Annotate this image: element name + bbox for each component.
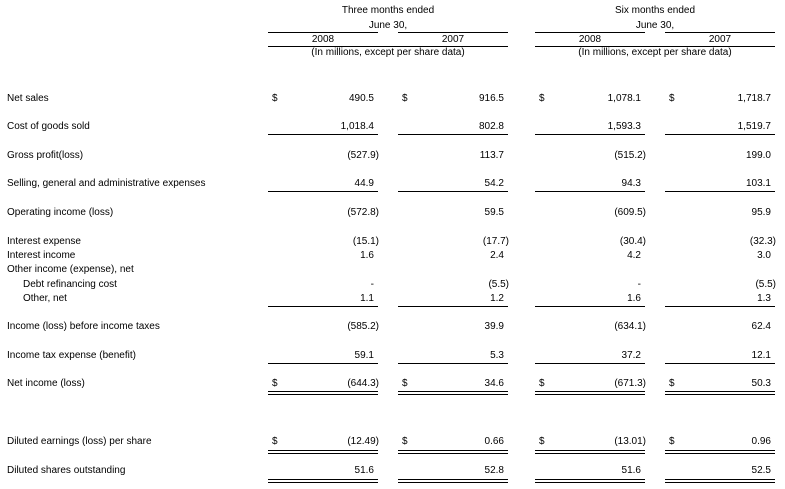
year-column-d: 2007 xyxy=(708,34,732,45)
cell-interest-expense-3m-2007: (17.7) xyxy=(482,236,509,247)
subtotal-rule xyxy=(535,191,645,192)
cell-cogs-3m-2008: 1,018.4 xyxy=(340,121,374,132)
total-double-rule xyxy=(665,453,775,454)
total-double-rule xyxy=(665,450,775,451)
row-label-other-income: Other income (expense), net xyxy=(7,264,134,275)
cell-operating-income-6m-2007: 95.9 xyxy=(751,207,771,218)
cell-gross-profit-3m-2008: (527.9) xyxy=(347,150,379,161)
cell-sga-6m-2007: 103.1 xyxy=(745,178,771,189)
cell-debt-refinancing-6m-2008: - xyxy=(637,279,641,290)
row-label-sga: Selling, general and administrative expenses xyxy=(7,178,206,189)
subtotal-rule xyxy=(268,191,378,192)
cell-income-tax-6m-2008: 37.2 xyxy=(621,350,641,361)
cell-interest-income-6m-2007: 3.0 xyxy=(757,250,771,261)
subtotal-rule xyxy=(398,191,508,192)
subtotal-rule xyxy=(665,134,775,135)
cell-net-income-6m-2007: 50.3 xyxy=(751,378,771,389)
three-months-date: June 30, xyxy=(368,20,408,31)
cell-other-net-3m-2007: 1.2 xyxy=(490,293,504,304)
row-label-operating-income: Operating income (loss) xyxy=(7,207,114,218)
cell-sga-6m-2008: 94.3 xyxy=(621,178,641,189)
total-double-rule xyxy=(535,450,645,451)
total-double-rule xyxy=(398,453,508,454)
year-column-a: 2008 xyxy=(311,34,335,45)
cell-operating-income-3m-2008: (572.8) xyxy=(347,207,379,218)
cell-pretax-6m-2007: 62.4 xyxy=(751,321,771,332)
cell-debt-refinancing-3m-2008: - xyxy=(370,279,374,290)
cell-diluted-eps-6m-2007: 0.96 xyxy=(751,436,771,447)
unit-note-six-months: (In millions, except per share data) xyxy=(578,47,732,58)
dollar-sign: $ xyxy=(669,93,675,104)
total-double-rule xyxy=(535,453,645,454)
cell-interest-income-3m-2007: 2.4 xyxy=(490,250,504,261)
subtotal-rule xyxy=(665,191,775,192)
cell-net-income-3m-2007: 34.6 xyxy=(484,378,504,389)
dollar-sign: $ xyxy=(272,93,278,104)
cell-gross-profit-6m-2008: (515.2) xyxy=(614,150,646,161)
three-months-header: Three months ended xyxy=(341,5,435,16)
cell-cogs-6m-2007: 1,519.7 xyxy=(737,121,771,132)
total-double-rule xyxy=(268,479,378,480)
row-label-cogs: Cost of goods sold xyxy=(7,121,90,132)
dollar-sign: $ xyxy=(539,378,545,389)
cell-net-income-6m-2008: (671.3) xyxy=(614,378,646,389)
cell-diluted-shares-6m-2008: 51.6 xyxy=(621,465,641,476)
cell-interest-income-6m-2008: 4.2 xyxy=(627,250,641,261)
total-double-rule xyxy=(665,391,775,392)
total-double-rule xyxy=(665,394,775,395)
total-double-rule xyxy=(665,479,775,480)
row-label-net-income: Net income (loss) xyxy=(7,378,85,389)
cell-diluted-eps-3m-2007: 0.66 xyxy=(484,436,504,447)
row-label-interest-expense: Interest expense xyxy=(7,236,81,247)
header-rule-a xyxy=(268,32,378,33)
total-double-rule xyxy=(398,482,508,483)
row-label-net-sales: Net sales xyxy=(7,93,49,104)
total-double-rule xyxy=(535,482,645,483)
cell-interest-expense-3m-2008: (15.1) xyxy=(352,236,379,247)
header-rule-c xyxy=(535,32,645,33)
cell-diluted-shares-3m-2008: 51.6 xyxy=(354,465,374,476)
header-rule-d xyxy=(665,32,775,33)
row-label-gross-profit: Gross profit(loss) xyxy=(7,150,84,161)
subtotal-rule xyxy=(535,306,645,307)
cell-other-net-6m-2008: 1.6 xyxy=(627,293,641,304)
subtotal-rule xyxy=(535,363,645,364)
subtotal-rule xyxy=(535,134,645,135)
subtotal-rule xyxy=(268,363,378,364)
header-rule-b xyxy=(398,32,508,33)
total-double-rule xyxy=(268,482,378,483)
cell-operating-income-6m-2008: (609.5) xyxy=(614,207,646,218)
cell-debt-refinancing-3m-2007: (5.5) xyxy=(488,279,509,290)
row-label-debt-refinancing: Debt refinancing cost xyxy=(23,279,117,290)
cell-net-sales-3m-2008: 490.5 xyxy=(348,93,374,104)
cell-income-tax-3m-2007: 5.3 xyxy=(490,350,504,361)
dollar-sign: $ xyxy=(402,378,408,389)
total-double-rule xyxy=(268,391,378,392)
total-double-rule xyxy=(535,391,645,392)
row-label-interest-income: Interest income xyxy=(7,250,76,261)
row-label-diluted-shares: Diluted shares outstanding xyxy=(7,465,126,476)
total-double-rule xyxy=(535,479,645,480)
cell-pretax-3m-2007: 39.9 xyxy=(484,321,504,332)
total-double-rule xyxy=(398,394,508,395)
cell-interest-expense-6m-2008: (30.4) xyxy=(619,236,646,247)
total-double-rule xyxy=(268,394,378,395)
cell-diluted-eps-3m-2008: (12.49) xyxy=(347,436,379,447)
dollar-sign: $ xyxy=(402,93,408,104)
row-label-income-tax: Income tax expense (benefit) xyxy=(7,350,136,361)
unit-note-three-months: (In millions, except per share data) xyxy=(311,47,465,58)
cell-other-net-6m-2007: 1.3 xyxy=(757,293,771,304)
year-column-b: 2007 xyxy=(441,34,465,45)
cell-operating-income-3m-2007: 59.5 xyxy=(484,207,504,218)
dollar-sign: $ xyxy=(539,93,545,104)
cell-sga-3m-2008: 44.9 xyxy=(354,178,374,189)
dollar-sign: $ xyxy=(272,378,278,389)
cell-income-tax-3m-2008: 59.1 xyxy=(354,350,374,361)
total-double-rule xyxy=(535,394,645,395)
cell-cogs-6m-2008: 1,593.3 xyxy=(607,121,641,132)
total-double-rule xyxy=(665,482,775,483)
subtotal-rule xyxy=(398,363,508,364)
dollar-sign: $ xyxy=(669,378,675,389)
cell-gross-profit-3m-2007: 113.7 xyxy=(479,150,504,161)
six-months-date: June 30, xyxy=(635,20,675,31)
cell-income-tax-6m-2007: 12.1 xyxy=(751,350,771,361)
dollar-sign: $ xyxy=(669,436,675,447)
cell-net-sales-6m-2007: 1,718.7 xyxy=(737,93,771,104)
dollar-sign: $ xyxy=(402,436,408,447)
cell-diluted-eps-6m-2008: (13.01) xyxy=(614,436,646,447)
cell-diluted-shares-3m-2007: 52.8 xyxy=(484,465,504,476)
subtotal-rule xyxy=(665,306,775,307)
cell-cogs-3m-2007: 802.8 xyxy=(478,121,504,132)
row-label-other-net: Other, net xyxy=(23,293,67,304)
dollar-sign: $ xyxy=(272,436,278,447)
subtotal-rule xyxy=(665,363,775,364)
cell-pretax-6m-2008: (634.1) xyxy=(614,321,646,332)
cell-gross-profit-6m-2007: 199.0 xyxy=(745,150,771,161)
cell-net-sales-3m-2007: 916.5 xyxy=(478,93,504,104)
year-column-c: 2008 xyxy=(578,34,602,45)
row-label-diluted-eps: Diluted earnings (loss) per share xyxy=(7,436,152,447)
subtotal-rule xyxy=(398,134,508,135)
cell-debt-refinancing-6m-2007: (5.5) xyxy=(755,279,776,290)
cell-pretax-3m-2008: (585.2) xyxy=(347,321,379,332)
total-double-rule xyxy=(268,450,378,451)
total-double-rule xyxy=(398,391,508,392)
subtotal-rule xyxy=(268,134,378,135)
cell-sga-3m-2007: 54.2 xyxy=(484,178,504,189)
cell-net-income-3m-2008: (644.3) xyxy=(347,378,379,389)
subtotal-rule xyxy=(268,306,378,307)
cell-diluted-shares-6m-2007: 52.5 xyxy=(751,465,771,476)
cell-interest-expense-6m-2007: (32.3) xyxy=(749,236,776,247)
cell-other-net-3m-2008: 1.1 xyxy=(360,293,374,304)
subtotal-rule xyxy=(398,306,508,307)
total-double-rule xyxy=(268,453,378,454)
total-double-rule xyxy=(398,479,508,480)
cell-net-sales-6m-2008: 1,078.1 xyxy=(607,93,641,104)
six-months-header: Six months ended xyxy=(614,5,696,16)
row-label-pretax-income: Income (loss) before income taxes xyxy=(7,321,160,332)
total-double-rule xyxy=(398,450,508,451)
cell-interest-income-3m-2008: 1.6 xyxy=(360,250,374,261)
dollar-sign: $ xyxy=(539,436,545,447)
